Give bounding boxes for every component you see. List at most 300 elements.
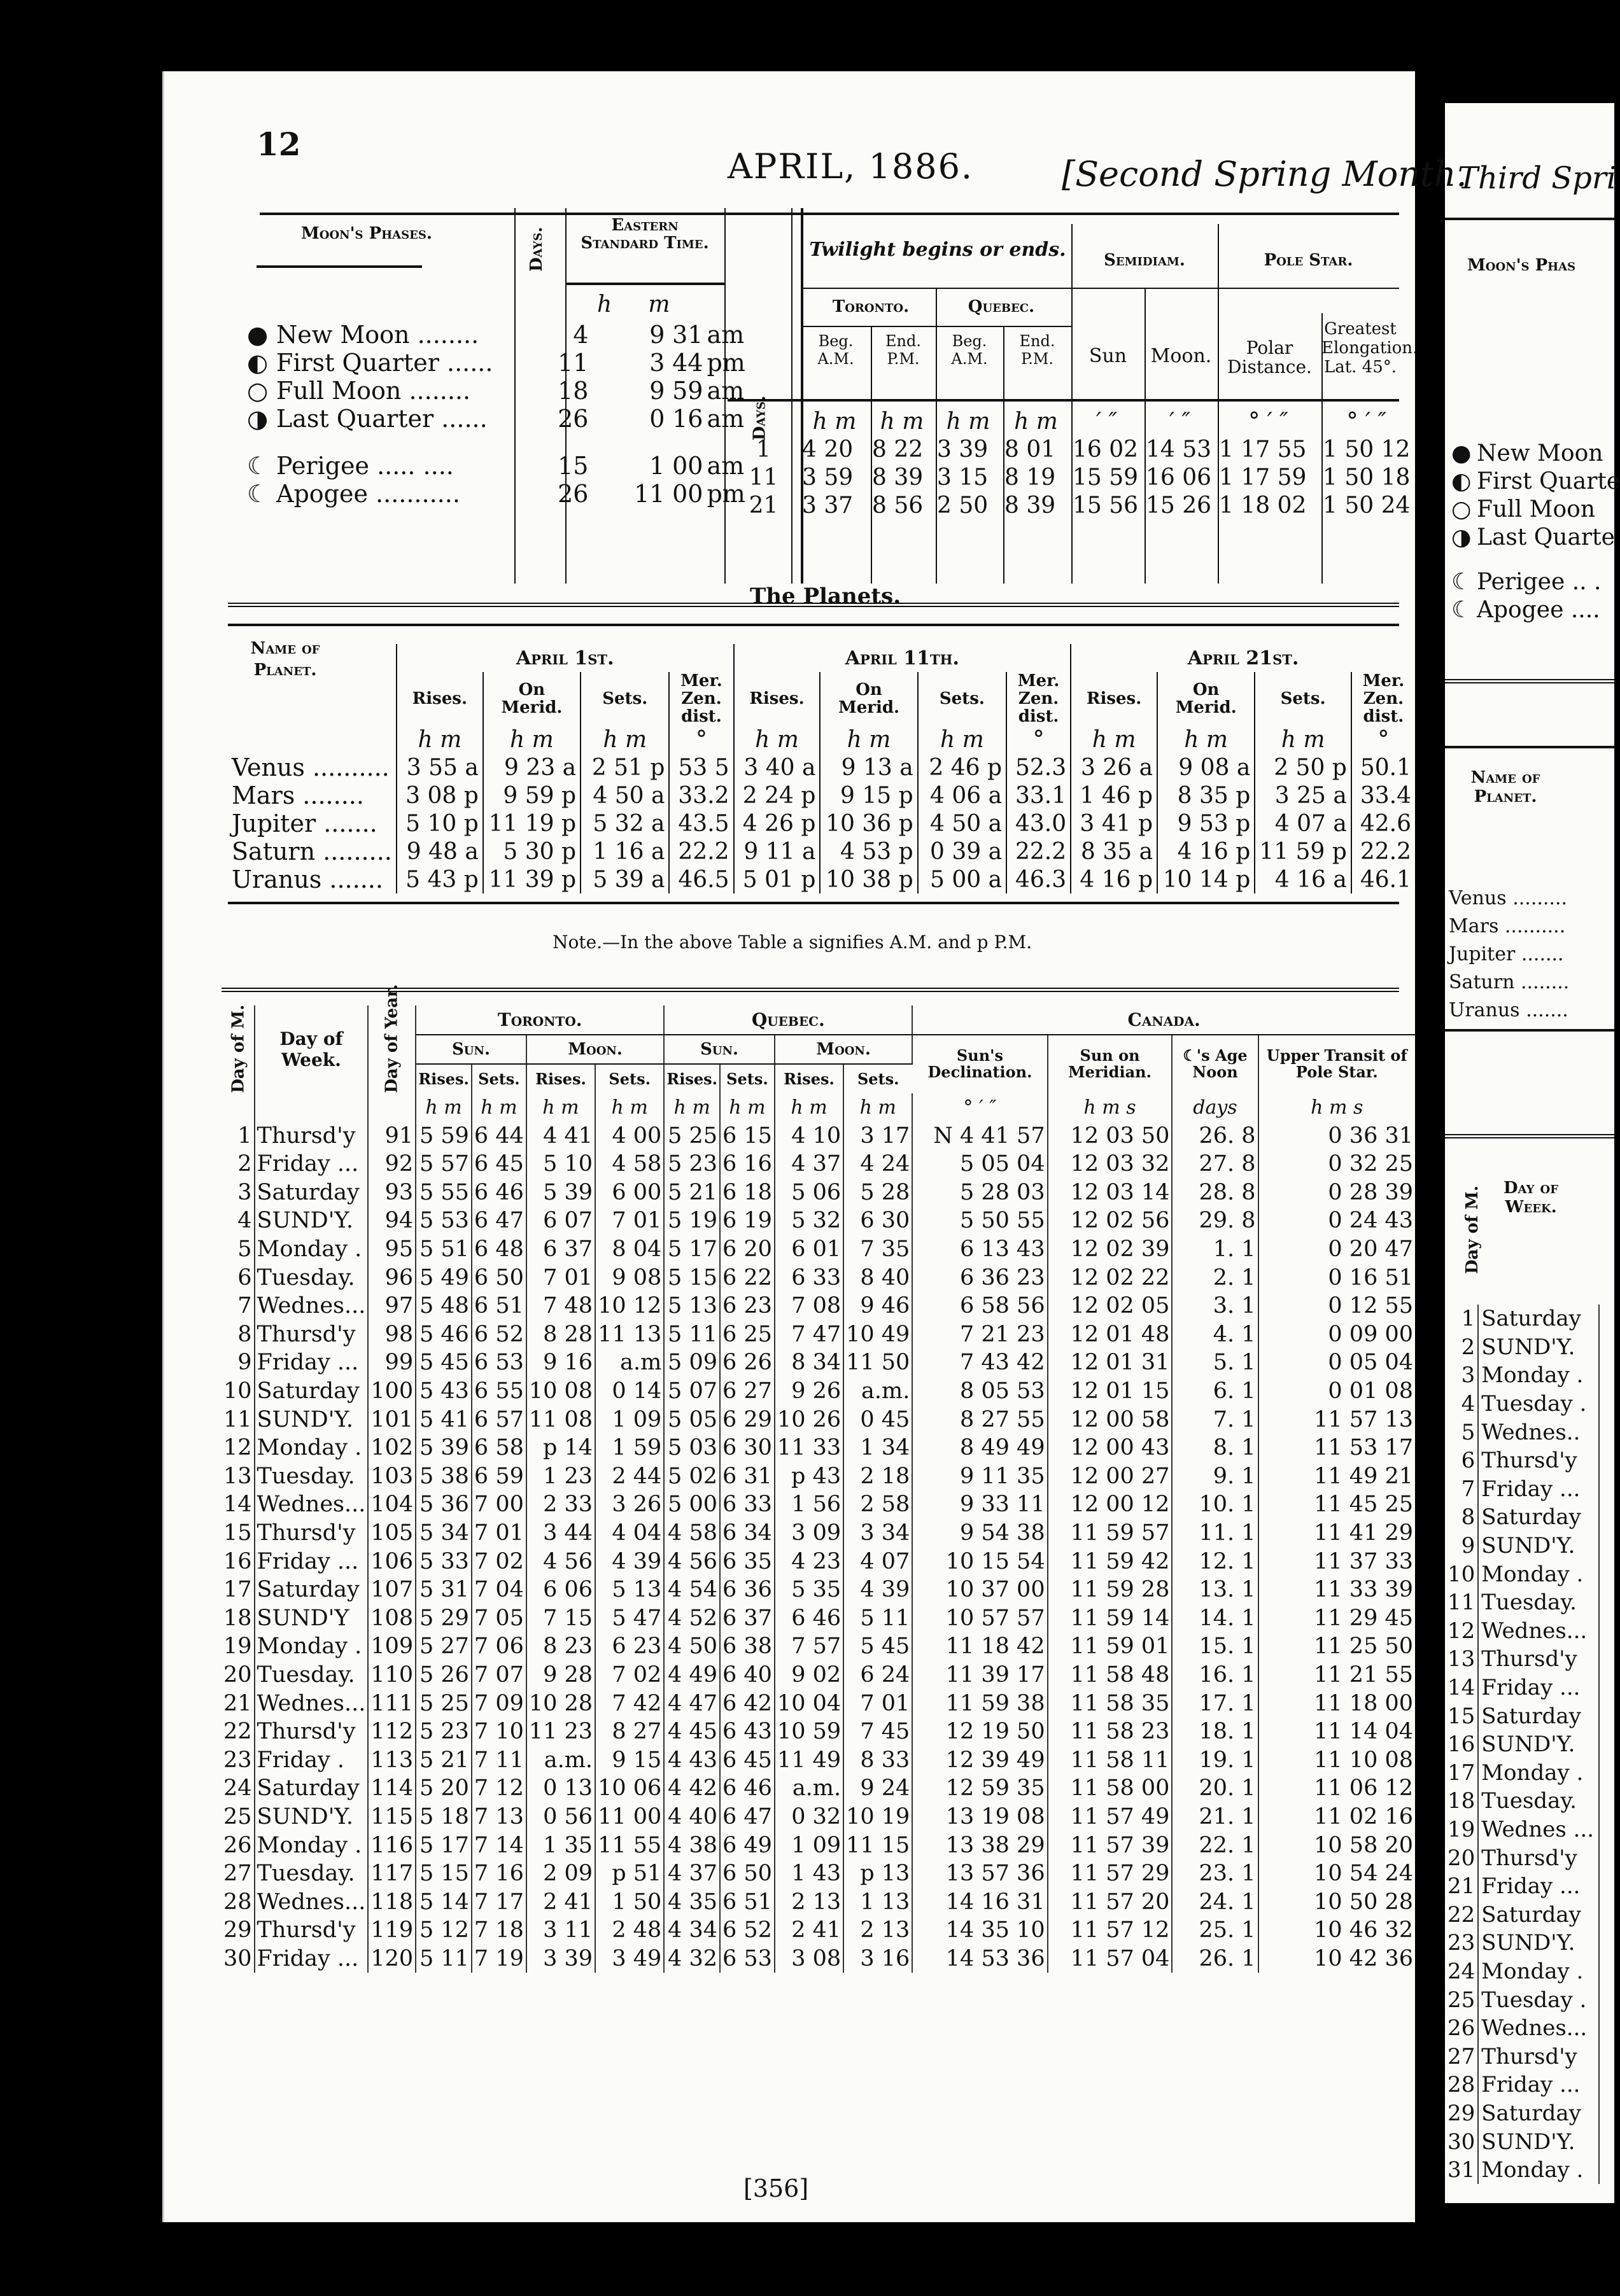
daily-value: 6 46 (775, 1604, 843, 1632)
daily-value: 9 15 (595, 1746, 664, 1774)
daily-value: 11 57 49 (1048, 1803, 1173, 1831)
next-day-of-week: Monday . (1478, 1759, 1599, 1788)
moon-phase-icon: ● (247, 321, 269, 349)
day-of-week: Wednes... (255, 1887, 369, 1916)
daily-value: 1 13 (843, 1887, 912, 1916)
daily-value: 6 00 (595, 1179, 664, 1207)
daily-value: 3. 1 (1172, 1292, 1258, 1320)
daily-value: 11 02 16 (1314, 1803, 1413, 1830)
daily-value: 1 50 (595, 1887, 664, 1916)
day-of-month: 2 (222, 1150, 255, 1179)
day-of-week-heading: Day of Week. (255, 1005, 369, 1093)
daily-value: 24. 1 (1172, 1887, 1258, 1916)
daily-row (222, 1746, 1415, 1774)
daily-value: 10 57 57 (912, 1604, 1047, 1632)
planet-value: 5 10 p (397, 809, 483, 837)
daily-value: 6 42 (720, 1689, 775, 1718)
daily-value: 12 02 39 (1048, 1235, 1173, 1264)
daily-value: 0 56 (526, 1803, 595, 1831)
daily-value: 0 45 (843, 1405, 912, 1434)
planet-value: 33.4 (1351, 781, 1415, 809)
daily-value: 5 39 (416, 1434, 472, 1462)
day-of-month: 13 (222, 1462, 255, 1491)
daily-value: 11 49 21 (1314, 1463, 1413, 1489)
daily-value: 2 18 (843, 1462, 912, 1491)
next-day-of-week: Wednes... (1478, 2014, 1599, 2043)
daily-row (222, 1519, 1415, 1548)
daily-value: 12 02 56 (1048, 1207, 1173, 1235)
planet-row (228, 837, 1415, 865)
daily-value: 5 43 (416, 1377, 472, 1406)
planet-value: 42.6 (1351, 809, 1415, 837)
toronto-sun-heading: Sun. (416, 1035, 526, 1065)
planet-unit: h m (581, 725, 669, 753)
planet-value: 9 11 a (734, 837, 821, 865)
daily-value: 7 06 (472, 1632, 526, 1661)
daily-value: 2 58 (843, 1490, 912, 1519)
planet-value: 9 13 a (820, 753, 917, 781)
twilight-value: 8 39 (872, 464, 924, 491)
next-day-of-week: Saturday (1478, 2099, 1599, 2128)
daily-value: 4 24 (843, 1150, 912, 1179)
next-day-of-month: 5 (1445, 1418, 1478, 1446)
daily-value: 11 57 04 (1048, 1945, 1173, 1973)
page-subtitle: [Second Spring Month. (1062, 154, 1467, 194)
next-day-of-week: Monday . (1478, 1560, 1599, 1588)
phase-dots: ...... (433, 405, 488, 433)
daily-value: 4 40 (664, 1803, 720, 1831)
twilight-unit: h m (1014, 408, 1058, 435)
daily-value: 4 47 (664, 1689, 720, 1718)
daily-value: 5 26 (416, 1661, 472, 1690)
day-of-year: 93 (368, 1179, 416, 1207)
planet-value: 22.2 (669, 837, 733, 865)
daily-value: 3 34 (843, 1519, 912, 1548)
next-page-sliver (1445, 103, 1620, 2203)
next-day-of-month: 19 (1445, 1816, 1478, 1844)
next-day-of-month: 16 (1445, 1730, 1478, 1759)
planet-subhead: Rises. (1071, 672, 1157, 725)
daily-value: 6 01 (775, 1235, 843, 1264)
phase-icon (247, 405, 276, 433)
daily-unit: h m (720, 1093, 775, 1122)
twilight-value: 3 37 (802, 492, 854, 519)
next-page-title: Third Spri (1458, 160, 1617, 196)
daily-value: 11 45 25 (1314, 1492, 1413, 1518)
daily-row (222, 1945, 1415, 1973)
next-planet-name: Jupiter ....... (1449, 943, 1564, 965)
daily-row (222, 1576, 1415, 1604)
daily-value: 11 58 00 (1048, 1774, 1173, 1803)
daily-value: 7 09 (472, 1689, 526, 1718)
daily-row (222, 1292, 1415, 1320)
twilight-day: 21 (749, 492, 778, 519)
daily-value: 3 49 (595, 1945, 664, 1973)
daily-value: 5 10 (526, 1150, 595, 1179)
planet-row (228, 865, 1415, 893)
daily-value: 6 29 (720, 1405, 775, 1434)
twilight-value: 15 56 (1073, 492, 1139, 519)
next-day-of-week: SUND'Y. (1478, 2127, 1599, 2156)
daily-value: 5 07 (664, 1377, 720, 1406)
daily-row (222, 1604, 1415, 1632)
planets-note: Note.—In the above Table a signifies A.M. and p P.M. (553, 932, 1032, 953)
phase-row (247, 433, 745, 480)
daily-value: 6 35 (720, 1547, 775, 1576)
next-day-of-week: Tuesday. (1478, 1787, 1599, 1816)
daily-value: 1 43 (775, 1859, 843, 1888)
day-of-month: 16 (222, 1547, 255, 1576)
daily-value: 0 20 47 (1328, 1236, 1413, 1263)
daily-value: 3 09 (775, 1519, 843, 1548)
sets-heading: Sets. (857, 1069, 899, 1088)
daily-value: 5 13 (595, 1576, 664, 1604)
moon-phases-heading: Moon's Phases. (301, 224, 432, 243)
daily-row (222, 1632, 1415, 1661)
daily-value: 8 27 (595, 1718, 664, 1746)
daily-unit: h m (526, 1093, 595, 1122)
planet-value: 9 48 a (397, 837, 483, 865)
phase-minute: 00 (672, 480, 703, 508)
planet-group-row (228, 644, 1415, 672)
next-day-row (1445, 1475, 1599, 1504)
day-of-month: 9 (222, 1348, 255, 1377)
daily-unit: h m (472, 1093, 526, 1122)
next-day-of-week: Saturday (1478, 1900, 1599, 1929)
twilight-days-heading: Days. (750, 395, 770, 441)
next-day-row (1445, 1617, 1599, 1646)
phase-name (276, 433, 493, 480)
daily-value: 6 43 (720, 1718, 775, 1746)
planet-value: 2 51 p (581, 753, 669, 781)
daily-value: 5 38 (416, 1462, 472, 1491)
day-of-month: 30 (222, 1945, 255, 1973)
daily-value: 11 58 11 (1048, 1746, 1173, 1774)
planet-name: Venus .......... (232, 753, 390, 781)
planet-unit: ° (1351, 725, 1415, 753)
daily-value: 6 19 (720, 1207, 775, 1235)
page-title: APRIL, 1886. (728, 146, 974, 186)
daily-value: 4 49 (664, 1661, 720, 1690)
daily-value: 6 51 (472, 1292, 526, 1320)
daily-value: 4 39 (595, 1547, 664, 1576)
phase-ampm: pm (707, 349, 745, 377)
daily-row (222, 1547, 1415, 1576)
daily-value: 6 22 (720, 1263, 775, 1292)
next-day-of-month: 7 (1445, 1475, 1478, 1504)
next-day-row (1445, 1588, 1599, 1617)
next-day-row (1445, 1305, 1599, 1333)
daily-value: 7 17 (472, 1887, 526, 1916)
daily-unit: h m (775, 1093, 843, 1122)
twilight-unit: ° ′ ″ (1248, 408, 1288, 435)
daily-value: 2 44 (595, 1462, 664, 1491)
daily-value: 6 24 (843, 1661, 912, 1690)
next-day-of-month: 8 (1445, 1503, 1478, 1532)
phase-minute: 44 (672, 349, 703, 377)
next-day-of-month: 13 (1445, 1645, 1478, 1674)
day-of-year: 105 (368, 1519, 416, 1548)
next-day-of-week: Friday ... (1478, 1872, 1599, 1901)
planets-table (228, 644, 1415, 893)
pole-star-transit-heading: Upper Transit of Pole Star. (1266, 1046, 1407, 1082)
daily-value: 7 14 (472, 1831, 526, 1859)
next-day-row (1445, 1503, 1599, 1532)
daily-row (222, 1405, 1415, 1434)
daily-value: 5 11 (843, 1604, 912, 1632)
daily-value: 0 16 51 (1328, 1264, 1413, 1291)
daily-value: 9 11 35 (912, 1462, 1047, 1491)
phase-day: 18 (558, 377, 589, 405)
phase-day: 26 (558, 480, 589, 508)
daily-value: 7 13 (472, 1803, 526, 1831)
next-day-row (1445, 1900, 1599, 1929)
daily-value: 1 23 (526, 1462, 595, 1491)
daily-value: 5. 1 (1172, 1348, 1258, 1377)
day-of-week: Monday . (255, 1831, 369, 1859)
next-day-row (1445, 2156, 1599, 2185)
daily-value: 5 27 (416, 1632, 472, 1661)
next-day-of-month: 27 (1445, 2042, 1478, 2071)
next-day-of-month: 14 (1445, 1674, 1478, 1702)
days-heading: Days. (527, 227, 546, 272)
next-day-row (1445, 1816, 1599, 1844)
next-day-of-week: Friday ... (1478, 2071, 1599, 2099)
daily-value: 7 12 (472, 1774, 526, 1803)
daily-row (222, 1377, 1415, 1406)
twilight-table (728, 407, 1412, 519)
next-day-of-month: 1 (1445, 1305, 1478, 1333)
daily-value: 8 04 (595, 1235, 664, 1264)
canada-heading: Canada. (912, 1005, 1415, 1035)
phase-dots: ........ (401, 377, 471, 405)
daily-value: 12 00 58 (1048, 1405, 1173, 1434)
twilight-row (728, 463, 1412, 491)
planet-subhead: Mer. Zen. dist. (669, 672, 733, 725)
phase-day: 26 (558, 405, 589, 433)
planet-unit: ° (669, 725, 733, 753)
daily-row (222, 1320, 1415, 1349)
declination-heading: Sun's Declination. (912, 1035, 1047, 1093)
planet-value: 46.3 (1006, 865, 1071, 893)
daily-value: 5 05 (664, 1405, 720, 1434)
daily-value: 6 47 (720, 1803, 775, 1831)
daily-value: 7 35 (843, 1235, 912, 1264)
daily-value: 3 17 (843, 1121, 912, 1150)
day-of-week: Tuesday. (255, 1462, 369, 1491)
daily-value: 12 19 50 (912, 1718, 1047, 1746)
daily-value: p 51 (595, 1859, 664, 1888)
planet-value: 3 26 a (1071, 753, 1157, 781)
planet-value: 4 16 p (1071, 865, 1157, 893)
planet-value: 43.5 (669, 809, 733, 837)
daily-value: 9 54 38 (912, 1519, 1047, 1548)
planet-subhead: Sets. (918, 672, 1006, 725)
daily-value: 6 51 (720, 1887, 775, 1916)
planet-value: 22.2 (1006, 837, 1071, 865)
page-footer: [356] (743, 2174, 809, 2202)
daily-value: 6 47 (472, 1207, 526, 1235)
sets-heading: Sets. (472, 1064, 526, 1093)
daily-value: 4 00 (595, 1121, 664, 1150)
planet-unit: h m (918, 725, 1006, 753)
daily-value: 5 28 03 (912, 1179, 1047, 1207)
daily-value: 6 40 (720, 1661, 775, 1690)
next-day-of-week: Wednes.. (1478, 1418, 1599, 1446)
daily-value: 7 42 (595, 1689, 664, 1718)
daily-value: 12 00 43 (1048, 1434, 1173, 1462)
daily-value: 22. 1 (1172, 1831, 1258, 1859)
day-of-month: 27 (222, 1859, 255, 1888)
day-of-year: 106 (368, 1547, 416, 1576)
greatest-elongation-heading: Greatest Elongation. Lat. 45°. (1321, 319, 1418, 377)
day-of-week: Wednes... (255, 1490, 369, 1519)
day-of-month: 21 (222, 1689, 255, 1718)
daily-value: 4 42 (664, 1774, 720, 1803)
daily-value: 14 35 10 (912, 1916, 1047, 1945)
daily-value: 7 57 (775, 1632, 843, 1661)
twilight-value: 8 22 (872, 436, 924, 463)
daily-value: 12 00 12 (1048, 1490, 1173, 1519)
daily-value: 5 53 (416, 1207, 472, 1235)
daily-value: 9 08 (595, 1263, 664, 1292)
daily-value: 7 47 (775, 1320, 843, 1349)
day-of-month: 23 (222, 1746, 255, 1774)
planet-value: 2 46 p (918, 753, 1006, 781)
day-of-week: Thursd'y (255, 1718, 369, 1746)
daily-value: 5 15 (664, 1263, 720, 1292)
daily-value: 11 06 12 (1314, 1775, 1413, 1802)
moon-phase-icon: ◑ (247, 405, 269, 433)
twilight-value: 8 19 (1004, 464, 1056, 491)
phase-name (276, 377, 493, 405)
daily-unit: ° ′ ″ (912, 1093, 1047, 1122)
next-phase-name: Perigee .. . (1477, 569, 1602, 595)
next-day-of-month: 29 (1445, 2099, 1478, 2128)
planet-value: 1 16 a (581, 837, 669, 865)
daily-value: 11 18 42 (912, 1632, 1047, 1661)
next-day-row (1445, 2099, 1599, 2128)
daily-value: 5 23 (664, 1150, 720, 1179)
daily-value: 8 23 (526, 1632, 595, 1661)
daily-value: 0 05 04 (1328, 1350, 1413, 1376)
quebec-end-heading: End. P.M. (1019, 332, 1055, 368)
daily-value: 7 15 (526, 1604, 595, 1632)
daily-value: 11 59 14 (1048, 1604, 1173, 1632)
daily-value: 5 00 (664, 1490, 720, 1519)
next-day-of-week: Thursd'y (1478, 2042, 1599, 2071)
daily-value: 4 43 (664, 1746, 720, 1774)
next-day-of-month: 2 (1445, 1333, 1478, 1362)
planet-value: 4 16 a (1255, 865, 1351, 893)
daily-value: 0 32 25 (1328, 1151, 1413, 1177)
unit-spacer (368, 1093, 416, 1122)
day-of-year: 120 (368, 1945, 416, 1973)
daily-unit: h m s (1048, 1093, 1173, 1122)
next-planet-list (1449, 887, 1569, 1027)
daily-value: 6 06 (526, 1576, 595, 1604)
daily-value: 3 39 (526, 1945, 595, 1973)
next-day-of-week: Wednes... (1478, 1617, 1599, 1646)
daily-value: 4 04 (595, 1519, 664, 1548)
planet-value: 10 36 p (820, 809, 917, 837)
planet-name: Uranus ....... (232, 865, 383, 893)
daily-value: 10 54 24 (1314, 1861, 1413, 1887)
daily-row (222, 1803, 1415, 1831)
daily-value: 0 36 31 (1328, 1123, 1413, 1149)
daily-value: 12 02 22 (1048, 1263, 1173, 1292)
twilight-value: 16 02 (1073, 436, 1139, 463)
next-planet-name-heading: Name of Planet. (1470, 768, 1540, 806)
planet-value: 46.5 (669, 865, 733, 893)
daily-value: 11 29 45 (1314, 1605, 1413, 1631)
day-of-month: 25 (222, 1803, 255, 1831)
day-of-week: Friday ... (255, 1150, 369, 1179)
next-day-row (1445, 1702, 1599, 1730)
day-of-week: SUND'Y (255, 1604, 369, 1632)
planet-value: 3 08 p (397, 781, 483, 809)
daily-value: 6 52 (720, 1916, 775, 1945)
next-day-row (1445, 1730, 1599, 1759)
day-of-month: 26 (222, 1831, 255, 1859)
planet-value: 9 23 a (483, 753, 581, 781)
next-day-of-month: 17 (1445, 1759, 1478, 1788)
daily-value: 5 49 (416, 1263, 472, 1292)
daily-row (222, 1490, 1415, 1519)
daily-value: 9 33 11 (912, 1490, 1047, 1519)
day-of-week: Monday . (255, 1235, 369, 1264)
daily-value: 5 47 (595, 1604, 664, 1632)
daily-value: 10 58 20 (1314, 1832, 1413, 1858)
sets-heading: Sets. (595, 1064, 664, 1093)
day-of-week: Friday . (255, 1746, 369, 1774)
next-daily-table (1445, 1305, 1600, 2184)
daily-units-row (222, 1093, 1415, 1122)
daily-value: 7 01 (526, 1263, 595, 1292)
next-day-of-month: 9 (1445, 1532, 1478, 1560)
daily-value: 4 54 (664, 1576, 720, 1604)
next-day-of-month: 24 (1445, 1957, 1478, 1986)
next-planet-name: Mars .......... (1449, 915, 1566, 937)
planet-value: 3 25 a (1255, 781, 1351, 809)
twilight-value: 15 26 (1146, 492, 1212, 519)
twilight-value: 1 50 12 (1323, 436, 1411, 463)
next-day-row (1445, 1929, 1599, 1957)
daily-row (222, 1859, 1415, 1888)
phase-dots: ........... (367, 480, 460, 508)
daily-value: 13 19 08 (912, 1803, 1047, 1831)
twilight-unit: ° ′ ″ (1346, 408, 1386, 435)
planet-row (228, 753, 1415, 781)
daily-value: 13 38 29 (912, 1831, 1047, 1859)
daily-value: 5 14 (416, 1887, 472, 1916)
day-of-year: 108 (368, 1604, 416, 1632)
next-day-of-week: Monday . (1478, 1957, 1599, 1986)
daily-value: 7 08 (775, 1292, 843, 1320)
daily-value: 11 37 33 (1314, 1548, 1413, 1574)
daily-value: 4 32 (664, 1945, 720, 1973)
daily-value: 6 23 (720, 1292, 775, 1320)
daily-value: 12 00 27 (1048, 1462, 1173, 1491)
daily-value: 11. 1 (1172, 1519, 1258, 1548)
daily-value: 2 41 (775, 1916, 843, 1945)
day-of-month: 20 (222, 1661, 255, 1690)
semidiam-moon-heading: Moon. (1150, 345, 1212, 367)
twilight-value: 4 20 (802, 436, 854, 463)
day-of-year: 99 (368, 1348, 416, 1377)
moon-phase-icon: ● (1451, 440, 1472, 466)
planet-unit: h m (734, 725, 821, 753)
